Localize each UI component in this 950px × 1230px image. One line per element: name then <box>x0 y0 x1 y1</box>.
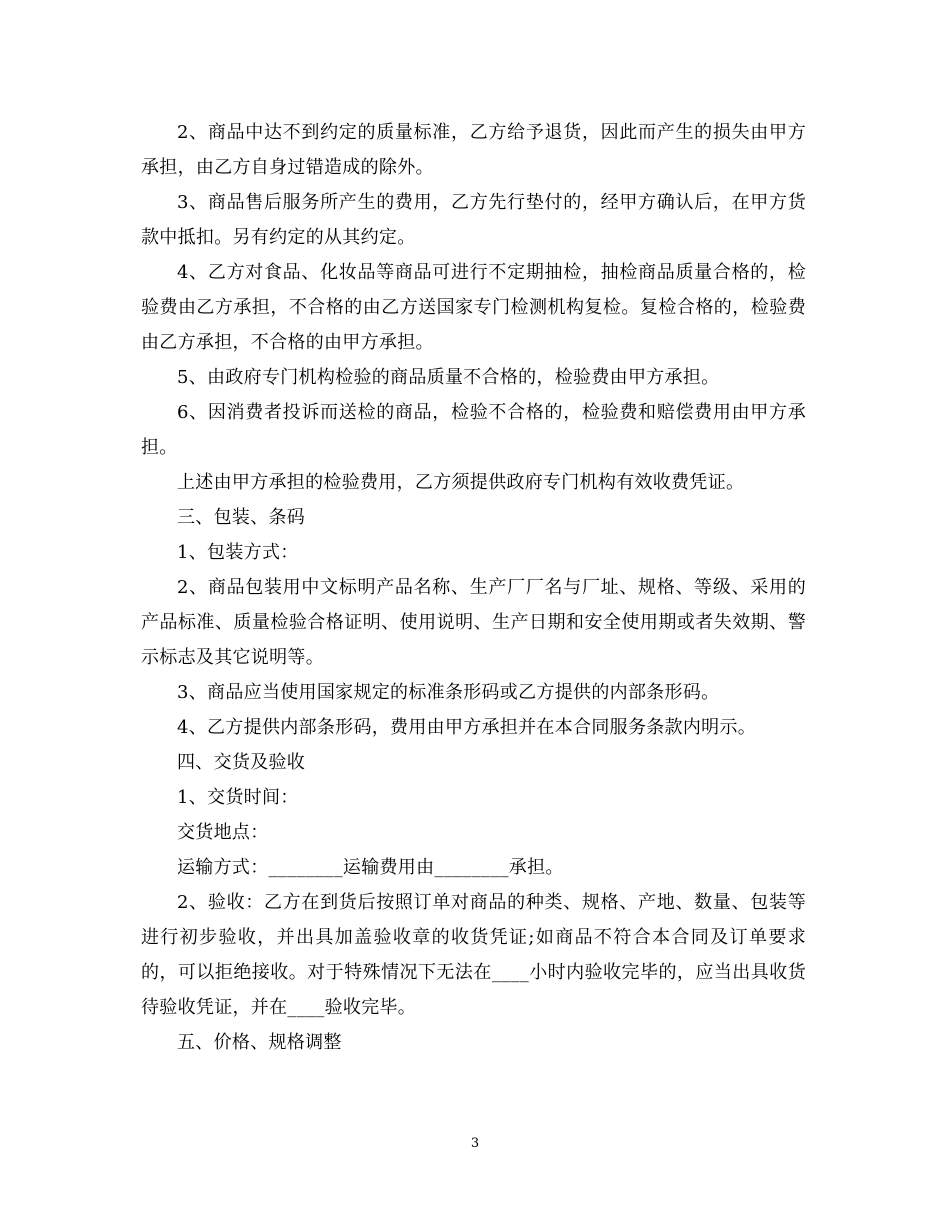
paragraph-clause-3-after-sales: 3、商品售后服务所产生的费用，乙方先行垫付的，经甲方确认后，在甲方货款中抵扣。另有约定的从其约定。 <box>141 192 806 248</box>
paragraph-acceptance: 2、验收：乙方在到货后按照订单对商品的种类、规格、产地、数量、包装等进行初步验收，并出具加盖验收章的收货凭证;如商品不符合本合同及订单要求的，可以拒绝接收。对于特殊情况下无法在____小时内验收完毕的，应当出具收货待验收凭证，并在____验收完毕。 <box>141 892 806 1018</box>
section-heading-packaging: 三、包装、条码 <box>177 507 306 528</box>
paragraph-delivery-place: 交货地点： <box>177 822 269 843</box>
paragraph-inspection-fee-note: 上述由甲方承担的检验费用，乙方须提供政府专门机构有效收费凭证。 <box>177 472 745 493</box>
paragraph-packaging-method: 1、包装方式： <box>177 542 299 563</box>
paragraph-barcode-standard: 3、商品应当使用国家规定的标准条形码或乙方提供的内部条形码。 <box>177 682 720 703</box>
page-number: 3 <box>470 1136 480 1151</box>
paragraph-clause-6-complaint: 6、因消费者投诉而送检的商品，检验不合格的，检验费和赔偿费用由甲方承担。 <box>141 402 806 458</box>
section-heading-delivery: 四、交货及验收 <box>177 752 306 773</box>
section-heading-price-adjustment: 五、价格、规格调整 <box>177 1032 342 1053</box>
paragraph-clause-2-quality: 2、商品中达不到约定的质量标准，乙方给予退货，因此而产生的损失由甲方承担，由乙方自身过错造成的除外。 <box>141 122 806 178</box>
document-body <box>141 115 806 1060</box>
paragraph-barcode-fee: 4、乙方提供内部条形码，费用由甲方承担并在本合同服务条款内明示。 <box>177 717 757 738</box>
paragraph-clause-5-government-inspection: 5、由政府专门机构检验的商品质量不合格的，检验费由甲方承担。 <box>177 367 720 388</box>
paragraph-clause-4-inspection: 4、乙方对食品、化妆品等商品可进行不定期抽检，抽检商品质量合格的，检验费由乙方承担，不合格的由乙方送国家专门检测机构复检。复检合格的，检验费由乙方承担，不合格的由甲方承担。 <box>141 262 806 353</box>
paragraph-delivery-time: 1、交货时间： <box>177 787 299 808</box>
paragraph-packaging-labeling: 2、商品包装用中文标明产品名称、生产厂厂名与厂址、规格、等级、采用的产品标准、质量检验合格证明、使用说明、生产日期和安全使用期或者失效期、警示标志及其它说明等。 <box>141 577 806 668</box>
paragraph-transport-method: 运输方式：________运输费用由________承担。 <box>177 857 564 878</box>
